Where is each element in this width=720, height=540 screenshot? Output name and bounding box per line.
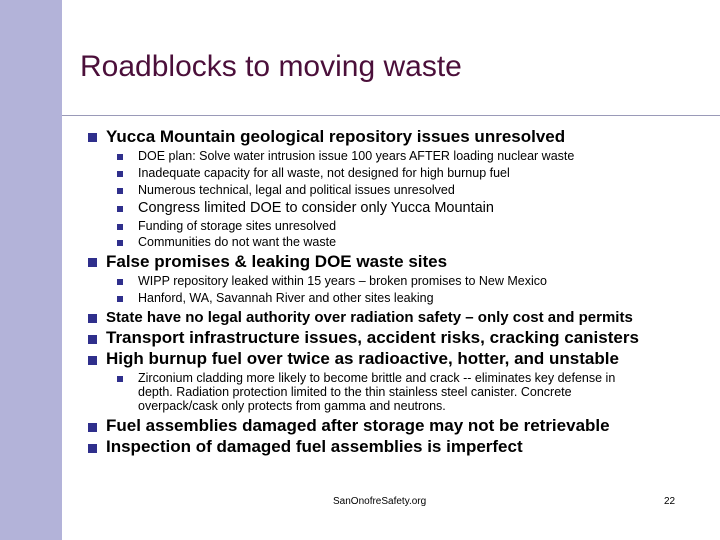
bullet-false-promises: False promises & leaking DOE waste sites [106, 252, 448, 271]
bullet-high-burnup: High burnup fuel over twice as radioactive, hotter, and unstable [106, 349, 619, 368]
bullet-zirconium-line1: Zirconium cladding more likely to become brittle and crack -- eliminates key defense in [138, 371, 616, 385]
bullet-marker [117, 376, 123, 382]
page-number: 22 [664, 496, 676, 507]
bullet-marker [117, 154, 123, 160]
bullet-capacity: Inadequate capacity for all waste, not designed for high burnup fuel [138, 166, 510, 180]
footer-source: SanOnofreSafety.org [333, 496, 427, 507]
bullet-marker [117, 240, 123, 246]
bullet-transport: Transport infrastructure issues, accident risks, cracking canisters [106, 328, 639, 347]
bullet-zirconium-line3: overpack/cask only protects from gamma and neutrons. [138, 399, 446, 413]
bullet-yucca: Yucca Mountain geological repository issues unresolved [106, 127, 566, 146]
bullet-marker [117, 171, 123, 177]
bullet-wipp: WIPP repository leaked within 15 years – broken promises to New Mexico [138, 274, 547, 288]
bullet-marker [117, 188, 123, 194]
bullet-hanford: Hanford, WA, Savannah River and other sites leaking [138, 291, 434, 305]
bullet-marker [88, 314, 97, 323]
bullet-marker [117, 296, 123, 302]
bullet-zirconium-line2: depth. Radiation protection limited to the thin stainless steel canister. Concrete [138, 385, 572, 399]
bullet-inspection: Inspection of damaged fuel assemblies is imperfect [106, 437, 523, 456]
bullet-congress: Congress limited DOE to consider only Yucca Mountain [138, 200, 494, 216]
bullet-communities: Communities do not want the waste [138, 235, 337, 249]
bullet-marker [117, 279, 123, 285]
bullet-marker [88, 423, 97, 432]
bullet-funding: Funding of storage sites unresolved [138, 219, 337, 233]
bullet-marker [88, 133, 97, 142]
bullet-fuel-damaged: Fuel assemblies damaged after storage may not be retrievable [106, 416, 610, 435]
bullet-numerous: Numerous technical, legal and political issues unresolved [138, 183, 455, 197]
bullet-marker [117, 224, 123, 230]
bullet-marker [88, 258, 97, 267]
bullet-marker [88, 444, 97, 453]
bullet-state: State have no legal authority over radiation safety – only cost and permits [106, 309, 633, 326]
bullet-marker [88, 335, 97, 344]
bullet-marker [88, 356, 97, 365]
bullet-marker [117, 206, 123, 212]
slide-title: Roadblocks to moving waste [80, 50, 462, 83]
bullet-doe-plan: DOE plan: Solve water intrusion issue 100 years AFTER loading nuclear waste [138, 149, 575, 163]
